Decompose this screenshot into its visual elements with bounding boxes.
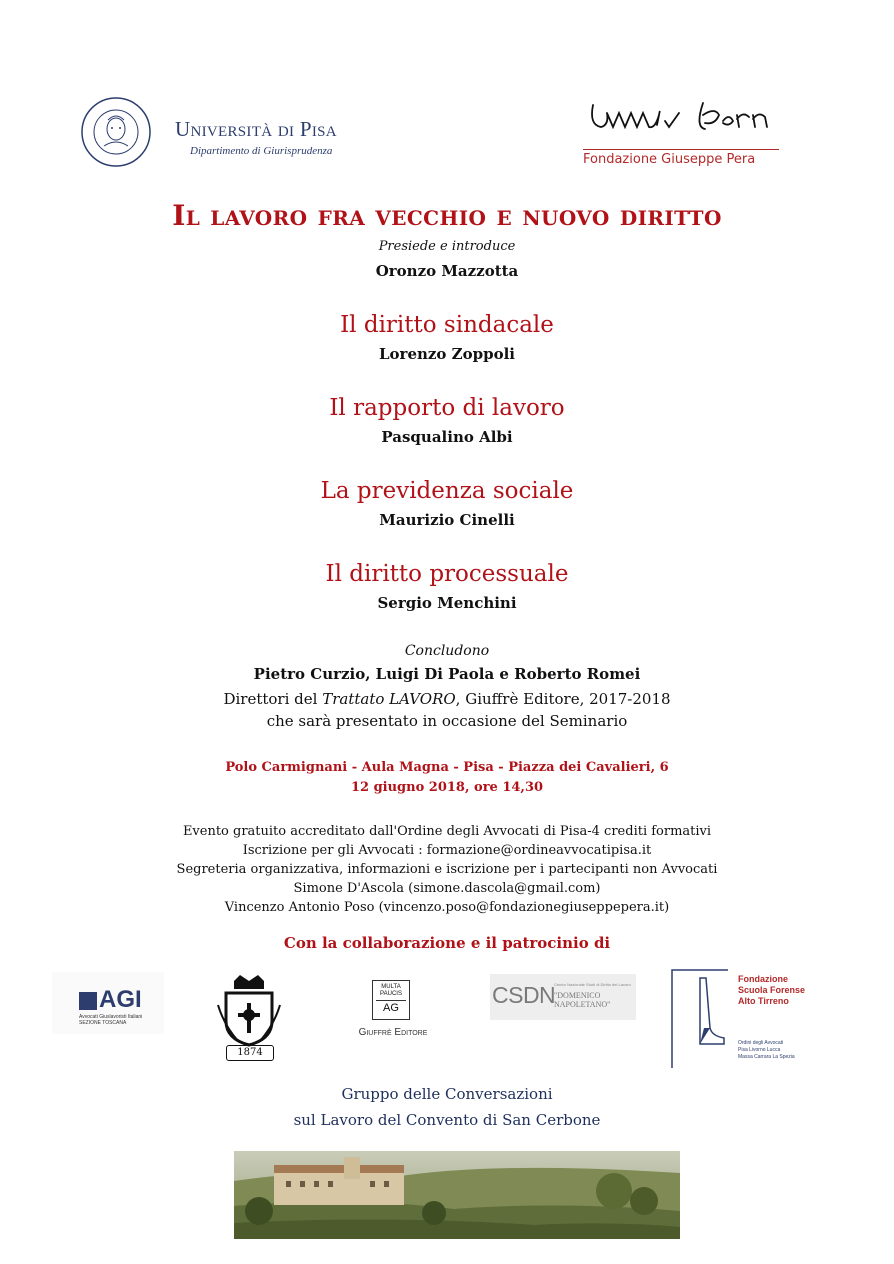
scuola-title bbox=[738, 974, 805, 1007]
giuffre-box bbox=[372, 980, 410, 1020]
session-topic: Il diritto processuale bbox=[325, 561, 569, 587]
chair-intro: Presiede e introduce bbox=[378, 239, 516, 254]
directors-suffix: , Giuffrè Editore, 2017-2018 bbox=[455, 690, 671, 708]
session-topic: La previdenza sociale bbox=[320, 478, 574, 504]
session-speaker: Sergio Menchini bbox=[377, 594, 517, 612]
giuffre-box3: AG bbox=[376, 1000, 406, 1015]
agi-sub2: SEZIONE TOSCANA bbox=[79, 1020, 127, 1026]
event-title: Il lavoro fra vecchio e nuovo diritto bbox=[172, 199, 722, 232]
info-line: Segreteria organizzativa, informazioni e iscrizione per i partecipanti non Avvocati bbox=[176, 862, 718, 877]
info-line: Vincenzo Antonio Poso (vincenzo.poso@fondazionegiuseppepera.it) bbox=[224, 900, 670, 915]
foundation-divider bbox=[583, 149, 779, 150]
info-line: Iscrizione per gli Avvocati : formazione@ordineavvocatipisa.it bbox=[242, 843, 652, 858]
scuola-title2: Scuola Forense bbox=[738, 985, 806, 995]
venue: Polo Carmignani - Aula Magna - Pisa - Piazza dei Cavalieri, 6 bbox=[225, 760, 669, 775]
scuola-building-icon bbox=[670, 968, 734, 1070]
session-topic: Il diritto sindacale bbox=[340, 312, 554, 338]
convent-photo bbox=[234, 1151, 680, 1239]
closing-intro: Concludono bbox=[404, 643, 490, 659]
presentation-note: che sarà presentato in occasione del Seminario bbox=[266, 712, 628, 730]
info-line: Simone D'Ascola (simone.dascola@gmail.com) bbox=[293, 881, 601, 896]
csdn-sub: Centro Nazionale Studi di Diritto del Lavoro bbox=[554, 982, 631, 987]
closing-names: Pietro Curzio, Luigi Di Paola e Roberto Romei bbox=[253, 665, 641, 683]
scuola-forense-logo bbox=[670, 968, 820, 1070]
agi-logo bbox=[52, 972, 164, 1034]
giuffre-name: Giuffrè Editore bbox=[358, 1027, 428, 1038]
university-seal-icon bbox=[80, 96, 152, 168]
session-topic: Il rapporto di lavoro bbox=[329, 395, 565, 421]
department-name: Dipartimento di Giurisprudenza bbox=[190, 145, 333, 157]
crest-icon bbox=[214, 975, 284, 1047]
sponsors-heading: Con la collaborazione e il patrocinio di bbox=[283, 934, 611, 952]
giuffre-logo bbox=[340, 980, 446, 1044]
directors-work: Trattato LAVORO bbox=[322, 690, 456, 708]
agi-sub1: Avvocati Giuslavoristi Italiani bbox=[79, 1014, 143, 1020]
giuffre-box1: MULTA bbox=[381, 984, 401, 990]
directors-prefix: Direttori del bbox=[223, 690, 323, 708]
bar-crest-logo bbox=[214, 975, 284, 1061]
event-date: 12 giugno 2018, ore 14,30 bbox=[350, 780, 544, 795]
csdn-logo bbox=[490, 974, 636, 1020]
session-speaker: Maurizio Cinelli bbox=[379, 511, 515, 529]
csdn-mark: CSDN bbox=[492, 982, 556, 1008]
session-speaker: Lorenzo Zoppoli bbox=[379, 345, 515, 363]
csdn-name: "DOMENICO NAPOLETANO" bbox=[554, 991, 611, 1009]
foundation-name: Fondazione Giuseppe Pera bbox=[583, 152, 756, 167]
scuola-title3: Alto Tirreno bbox=[738, 996, 789, 1006]
agi-square-icon bbox=[79, 992, 97, 1010]
scuola-title1: Fondazione bbox=[738, 974, 788, 984]
group-line1: Gruppo delle Conversazioni bbox=[341, 1085, 553, 1103]
agi-mark: AGI bbox=[99, 986, 142, 1013]
directors-line bbox=[0, 690, 894, 708]
group-line2: sul Lavoro del Convento di San Cerbone bbox=[293, 1111, 601, 1129]
chair-name: Oronzo Mazzotta bbox=[375, 262, 519, 280]
scuola-sub2: Pisa Livorno Lucca bbox=[738, 1047, 781, 1053]
university-name: Università di Pisa bbox=[175, 117, 337, 141]
session-speaker: Pasqualino Albi bbox=[381, 428, 513, 446]
signature-logo-icon bbox=[583, 85, 783, 145]
giuffre-box2: PAUCIS bbox=[380, 991, 402, 997]
crest-year: 1874 bbox=[226, 1045, 274, 1061]
scuola-sub bbox=[738, 1040, 795, 1061]
scuola-sub1: Ordini degli Avvocati bbox=[738, 1040, 784, 1046]
info-line: Evento gratuito accreditato dall'Ordine degli Avvocati di Pisa-4 crediti formativi bbox=[182, 824, 712, 839]
scuola-sub3: Massa Carrara La Spezia bbox=[738, 1054, 795, 1060]
